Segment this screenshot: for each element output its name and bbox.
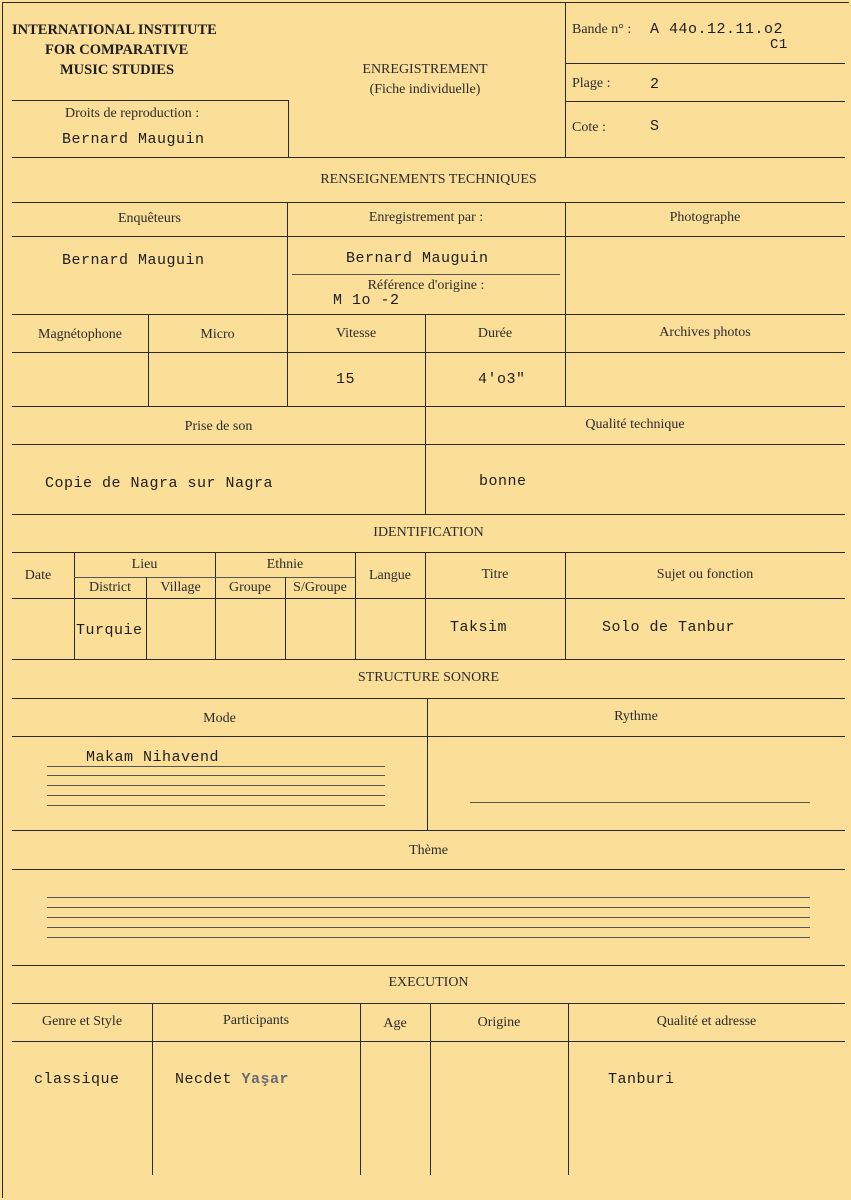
bande-value: A 44o.12.11.o2 <box>650 21 784 38</box>
qualite-adresse-value: Tanburi <box>608 1071 675 1088</box>
tech-label-line <box>12 236 845 237</box>
sujet-value: Solo de Tanbur <box>602 619 736 636</box>
mode-rule-5 <box>47 805 385 806</box>
plage-cote-divider <box>565 101 845 102</box>
institute-line-3: MUSIC STUDIES <box>60 62 175 78</box>
district-value: Turquie <box>76 622 143 639</box>
mode-value: Makam Nihavend <box>86 749 220 766</box>
titre-label: Titre <box>481 567 509 582</box>
participants-value <box>175 1071 289 1088</box>
exec-header-line <box>12 1003 845 1004</box>
genre-value: classique <box>34 1071 120 1088</box>
mode-rule-2 <box>47 775 385 776</box>
participants-label: Participants <box>222 1013 290 1028</box>
rythme-label: Rythme <box>614 709 658 724</box>
genre-label: Genre et Style <box>41 1014 123 1029</box>
enqueteurs-value: Bernard Mauguin <box>62 252 205 269</box>
struct-header-line <box>12 698 845 699</box>
prise-label: Prise de son <box>184 419 253 434</box>
tech-bottom-line <box>12 514 845 515</box>
exec-section-title: EXECUTION <box>388 975 469 990</box>
theme-rule-3 <box>47 917 810 918</box>
prise-value: Copie de Nagra sur Nagra <box>45 475 274 492</box>
groupe-label: Groupe <box>229 580 271 595</box>
rythme-rule <box>470 802 810 803</box>
theme-bottom-line <box>12 965 845 966</box>
theme-rule-4 <box>47 927 810 928</box>
tech-row3-top <box>12 406 845 407</box>
theme-label: Thème <box>409 843 448 858</box>
duree-label: Durée <box>477 326 513 341</box>
micro-label: Micro <box>200 327 235 342</box>
prise-label-line <box>12 444 845 445</box>
droits-label: Droits de reproduction : <box>65 106 200 121</box>
droits-top-line <box>12 100 288 101</box>
duree-value: 4'o3" <box>478 371 526 388</box>
date-label: Date <box>24 568 52 583</box>
plage-value: 2 <box>650 76 660 93</box>
photographe-label: Photographe <box>669 210 741 225</box>
struct-bottom-line <box>12 830 845 831</box>
origine-label: Origine <box>477 1015 521 1030</box>
tech-row2-top <box>12 314 845 315</box>
magnetophone-label: Magnétophone <box>38 327 122 342</box>
vitesse-value: 15 <box>336 371 356 388</box>
theme-rule-1 <box>47 897 810 898</box>
header-right-divider <box>565 2 566 157</box>
mode-label: Mode <box>203 711 236 726</box>
qualite-adresse-label: Qualité et adresse <box>656 1014 757 1029</box>
enregistrement-value: Bernard Mauguin <box>346 250 489 267</box>
tech-row2-label-line <box>12 352 845 353</box>
top-border <box>2 2 849 3</box>
reference-value: M 1o -2 <box>333 292 400 309</box>
left-border <box>2 2 3 1198</box>
qualite-value: bonne <box>479 473 527 490</box>
mode-rule-4 <box>47 795 385 796</box>
form-title: ENREGISTREMENT <box>362 62 488 77</box>
district-label: District <box>89 580 131 595</box>
vitesse-label: Vitesse <box>335 326 377 341</box>
lieu-ethnie-subline <box>74 577 355 578</box>
ident-bottom-line <box>12 659 845 660</box>
reference-label: Référence d'origine : <box>367 278 485 293</box>
titre-value: Taksim <box>450 619 508 636</box>
participant-last-name: Yaşar <box>241 1071 290 1088</box>
village-label: Village <box>160 580 201 595</box>
ethnie-label: Ethnie <box>266 557 304 572</box>
theme-rule-2 <box>47 907 810 908</box>
mode-rule-1 <box>47 766 385 767</box>
enqueteurs-label: Enquêteurs <box>118 211 181 226</box>
cote-value: S <box>650 118 660 135</box>
ident-header-line <box>12 552 845 553</box>
reference-divider <box>292 274 560 275</box>
theme-label-line <box>12 869 845 870</box>
lieu-label: Lieu <box>131 557 158 572</box>
ident-label-line <box>12 598 845 599</box>
sujet-label: Sujet ou fonction <box>656 567 754 582</box>
qualite-label: Qualité technique <box>585 417 685 432</box>
bande-label: Bande n° : <box>572 22 632 37</box>
sgroupe-label: S/Groupe <box>293 580 347 595</box>
mode-rule-3 <box>47 785 385 786</box>
ident-section-title: IDENTIFICATION <box>373 525 484 540</box>
institute-line-2: FOR COMPARATIVE <box>45 42 189 58</box>
participant-first-name: Necdet <box>175 1071 233 1088</box>
tech-section-title: RENSEIGNEMENTS TECHNIQUES <box>320 172 537 187</box>
theme-rule-5 <box>47 937 810 938</box>
exec-label-line <box>12 1041 845 1042</box>
plage-label: Plage : <box>572 76 611 91</box>
institute-line-1: INTERNATIONAL INSTITUTE <box>12 22 217 38</box>
form-subtitle: (Fiche individuelle) <box>369 82 481 97</box>
header-bottom-line <box>12 157 845 158</box>
tech-header-line <box>12 202 845 203</box>
bande-plage-divider <box>565 63 845 64</box>
struct-section-title: STRUCTURE SONORE <box>357 670 500 685</box>
droits-right-divider <box>288 100 289 157</box>
bande-sub: C1 <box>770 37 788 53</box>
age-label: Age <box>383 1016 407 1031</box>
archives-label: Archives photos <box>659 325 751 340</box>
droits-value: Bernard Mauguin <box>62 131 205 148</box>
langue-label: Langue <box>369 568 411 583</box>
enregistrement-label: Enregistrement par : <box>368 210 484 225</box>
cote-label: Cote : <box>572 120 606 135</box>
mode-label-line <box>12 736 845 737</box>
